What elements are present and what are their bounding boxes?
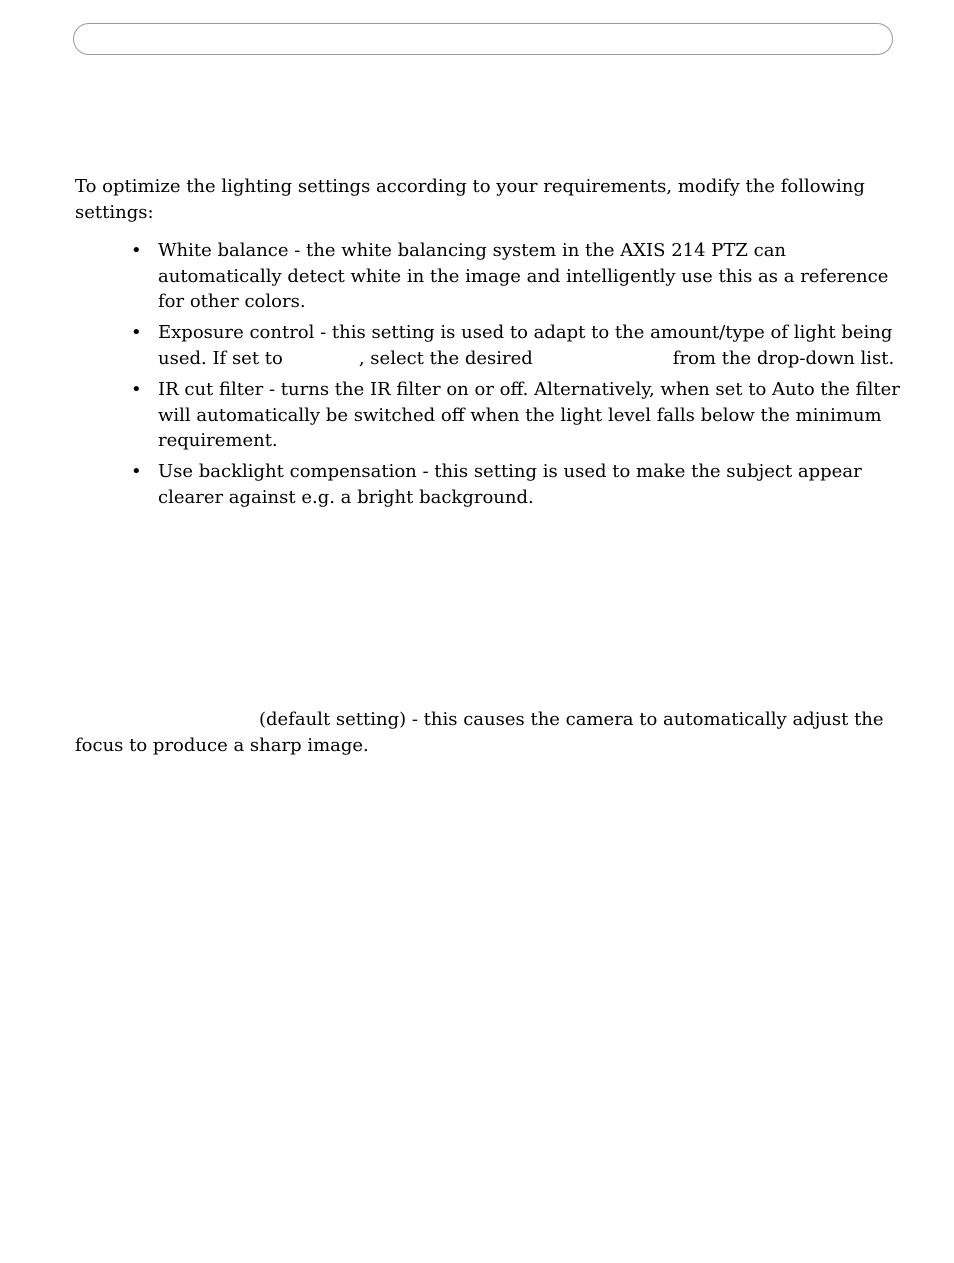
list-item-line: will automatically be switched off when the light level falls below the minimum (158, 404, 882, 426)
list-item-line: automatically detect white in the image and intelligently use this as a reference (158, 265, 889, 287)
header-bar (73, 23, 893, 55)
focus-line-1: (default setting) - this causes the camera to automatically adjust the (259, 709, 884, 730)
list-item-line: requirement. (158, 430, 278, 451)
list-item-line: White balance - the white balancing system in the AXIS 214 PTZ can (158, 240, 787, 261)
focus-line-2: focus to produce a sharp image. (75, 734, 369, 756)
bullet-marker: • (131, 322, 142, 343)
intro-line-1: To optimize the lighting settings according to your requirements, modify the following (75, 176, 865, 197)
list-item-white-balance (158, 238, 888, 315)
focus-paragraph (75, 707, 884, 758)
list-item-line: used. If set to (158, 347, 283, 369)
list-item-line: Use backlight compensation - this setting is used to make the subject appear (158, 461, 862, 482)
intro-line-2: settings: (75, 201, 154, 223)
list-item-backlight-compensation (158, 459, 862, 510)
list-item-ir-cut-filter (158, 377, 900, 454)
intro-paragraph (75, 174, 865, 225)
bullet-marker: • (131, 461, 142, 482)
list-item-line: clearer against e.g. a bright background. (158, 486, 534, 508)
list-item-line: , select the desired (358, 347, 533, 369)
list-item-line: from the drop-down list. (672, 347, 895, 369)
list-item-line: Exposure control - this setting is used to adapt to the amount/type of light being (158, 322, 893, 343)
list-item-line: for other colors. (158, 291, 306, 312)
bullet-marker: • (131, 379, 142, 400)
list-item-exposure-control (158, 320, 894, 371)
list-item-line: IR cut filter - turns the IR filter on or off. Alternatively, when set to Auto the filter (158, 379, 900, 400)
bullet-marker: • (131, 240, 142, 261)
